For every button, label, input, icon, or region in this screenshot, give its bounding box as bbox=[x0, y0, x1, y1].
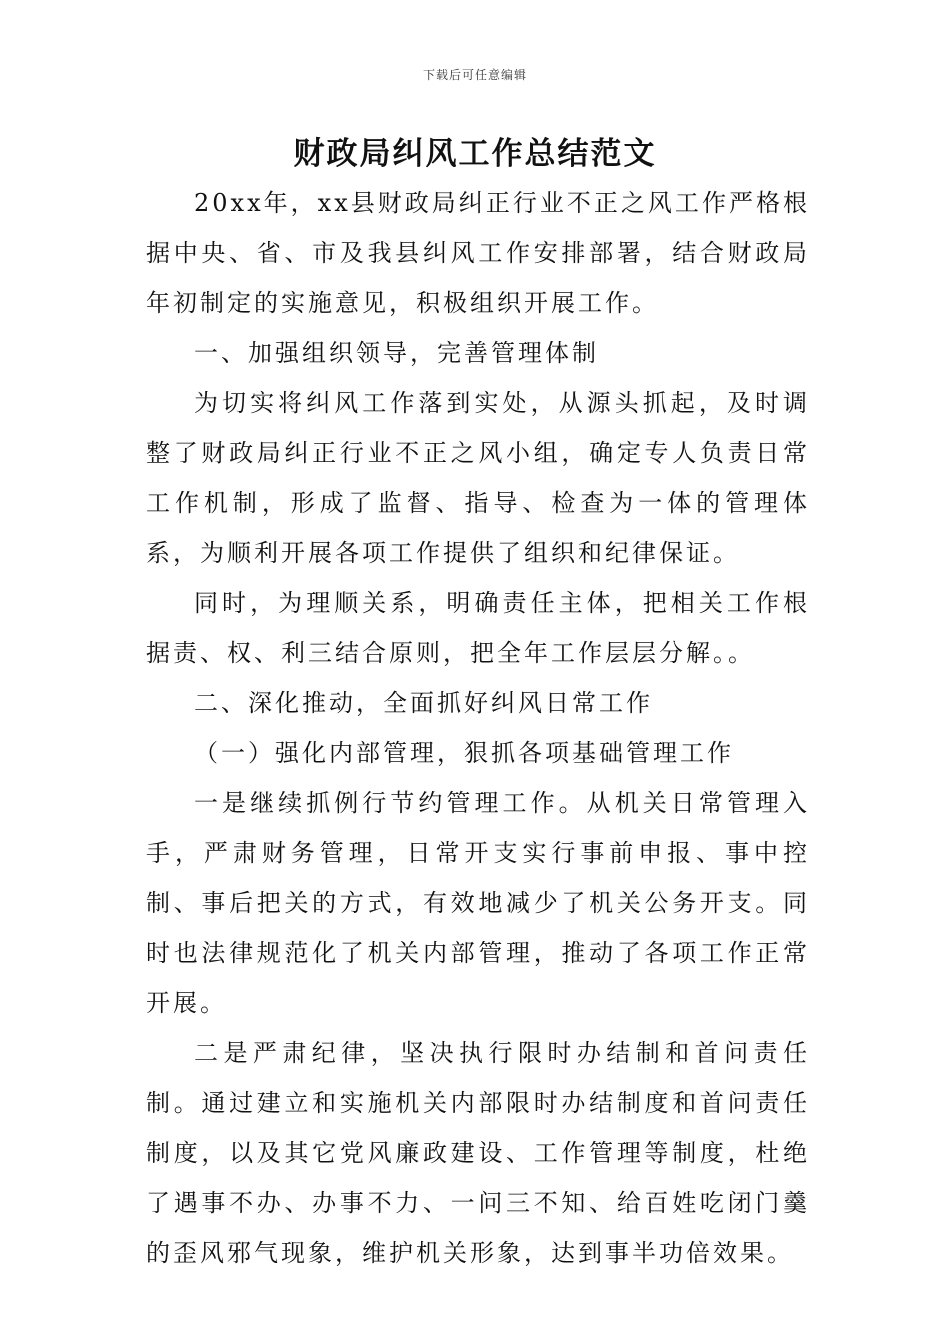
paragraph-leadership: 为切实将纠风工作落到实处，从源头抓起，及时调整了财政局纠正行业不正之风小组，确定专人负责日常工作机制，形成了监督、指导、检查为一体的管理体系，为顺利开展各项工作提供了组织和纪律保证。 bbox=[146, 389, 810, 567]
section-heading-1: 一、加强组织领导，完善管理体制 bbox=[194, 339, 599, 367]
paragraph-responsibility: 同时，为理顺关系，明确责任主体，把相关工作根据责、权、利三结合原则，把全年工作层层分解。。 bbox=[146, 589, 810, 667]
header-note: 下载后可任意编辑 bbox=[422, 68, 527, 82]
paragraph-discipline: 二是严肃纪律，坚决执行限时办结制和首问责任制。通过建立和实施机关内部限时办结制度和首问责任制度，以及其它党风廉政建设、工作管理等制度，杜绝了遇事不办、办事不力、一问三不知、给百姓吃闭门羹的歪风邪气现象，维护机关形象，达到事半功倍效果。 bbox=[146, 1039, 810, 1267]
subsection-heading-1: （一）强化内部管理，狠抓各项基础管理工作 bbox=[194, 739, 734, 767]
section-heading-2: 二、深化推动，全面抓好纠风日常工作 bbox=[194, 689, 653, 717]
paragraph-intro: 20xx年，xx县财政局纠正行业不正之风工作严格根据中央、省、市及我县纠风工作安排部署，结合财政局年初制定的实施意见，积极组织开展工作。 bbox=[146, 189, 810, 317]
document-title: 财政局纠风工作总结范文 bbox=[293, 136, 657, 172]
paragraph-saving: 一是继续抓例行节约管理工作。从机关日常管理入手，严肃财务管理，日常开支实行事前申报、事中控制、事后把关的方式，有效地减少了机关公务开支。同时也法律规范化了机关内部管理，推动了各项工作正常开展。 bbox=[146, 789, 810, 1017]
document-body bbox=[146, 178, 810, 1278]
